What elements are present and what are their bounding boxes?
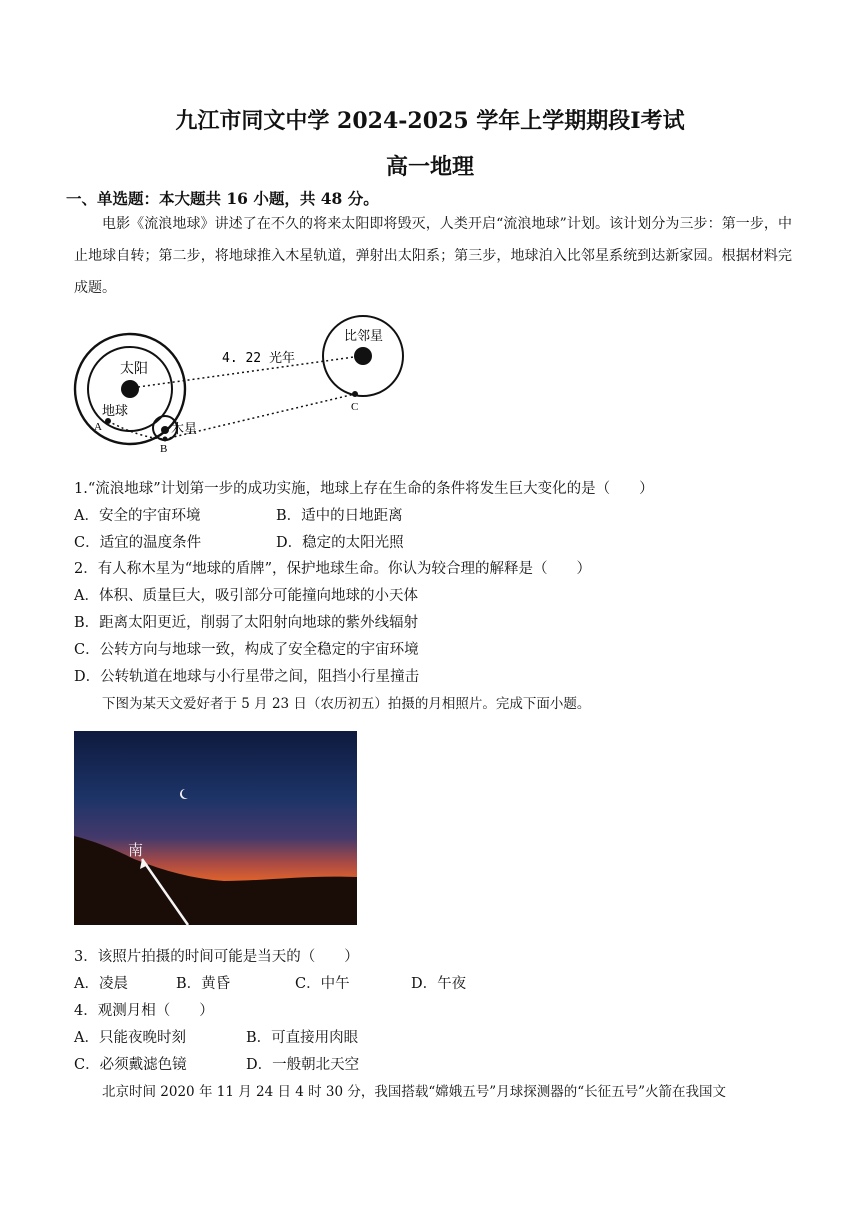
question-4-options-row-2 (74, 1053, 360, 1074)
question-2-option-a: A．体积、质量巨大，吸引部分可能撞向地球的小天体 (74, 588, 418, 604)
proxima-dot (354, 347, 372, 365)
question-4-stem: 4．观测月相（ ） (74, 1003, 214, 1019)
point-c-label: C (351, 401, 359, 413)
question-2-stem: 2．有人称木星为“地球的盾牌”，保护地球生命。你认为较合理的解释是（ ） (74, 561, 592, 577)
question-2-option-b: B．距离太阳更近，削弱了太阳射向地球的紫外线辐射 (74, 615, 419, 631)
option-d: D．稳定的太阳光照 (276, 535, 404, 551)
section-heading: 一、单选题：本大题共 16 小题，共 48 分。 (66, 189, 379, 208)
question-3-options (74, 972, 467, 993)
option-b: B．适中的日地距离 (276, 508, 403, 524)
jupiter-dot (161, 426, 169, 434)
question-1-options-row-1 (74, 504, 403, 525)
option-b: B．黄昏 (176, 976, 231, 992)
point-c-dot (352, 391, 358, 397)
jupiter-label: 木星 (171, 421, 198, 436)
point-b-label: B (160, 443, 168, 455)
option-c: C．中午 (295, 976, 350, 992)
option-d: D．午夜 (411, 976, 467, 992)
point-a-label: A (94, 421, 102, 433)
question-1-stem: 1.“流浪地球”计划第一步的成功实施，地球上存在生命的条件将发生巨大变化的是（ ） (74, 481, 654, 497)
material-paragraph-3: 北京时间 2020 年 11 月 24 日 4 时 30 分，我国搭载“嫦娥五号”月球探测器的“长征五号”火箭在我国文 (102, 1084, 726, 1100)
distance-label: 4. 22 光年 (222, 351, 295, 366)
trajectory-path (108, 394, 355, 439)
question-1-options-row-2 (74, 531, 404, 552)
earth-label: 地球 (102, 403, 129, 418)
option-b: B．可直接用肉眼 (246, 1030, 359, 1046)
question-2-option-d: D．公转轨道在地球与小行星带之间，阻挡小行星撞击 (74, 669, 420, 685)
question-3-stem: 3．该照片拍摄的时间可能是当天的（ ） (74, 949, 359, 965)
option-a: A．凌晨 (74, 976, 128, 992)
point-b-dot (163, 437, 168, 442)
moon-phase-photo (74, 731, 357, 925)
option-a: A．安全的宇宙环境 (74, 508, 201, 524)
material-paragraph-1: 电影《流浪地球》讲述了在不久的将来太阳即将毁灭，人类开启“流浪地球”计划。该计划分为三步：第一步，中止地球自转；第二步，将地球推入木星轨道，弹射出太阳系；第三步，地球泊入比邻星系统到达新家园。根据材料完成题。 (74, 216, 792, 296)
direction-label: 南 (128, 841, 144, 859)
sun-dot (121, 380, 139, 398)
sun-label: 太阳 (120, 362, 148, 377)
option-d: D．一般朝北天空 (246, 1057, 360, 1073)
proxima-label: 比邻星 (344, 328, 384, 343)
question-4-options-row-1 (74, 1026, 359, 1047)
material-paragraph-2: 下图为某天文爱好者于 5 月 23 日（农历初五）拍摄的月相照片。完成下面小题。 (102, 696, 591, 712)
exam-title: 九江市同文中学 2024-2025 学年上学期期段Ⅰ考试 (175, 108, 685, 134)
option-c: C．必须戴滤色镜 (74, 1057, 187, 1073)
option-a: A．只能夜晚时刻 (74, 1030, 186, 1046)
option-c: C．适宜的温度条件 (74, 535, 202, 551)
exam-subtitle: 高一地理 (385, 154, 474, 180)
orbit-diagram (70, 312, 420, 455)
question-2-option-c: C．公转方向与地球一致，构成了安全稳定的宇宙环境 (74, 642, 419, 658)
